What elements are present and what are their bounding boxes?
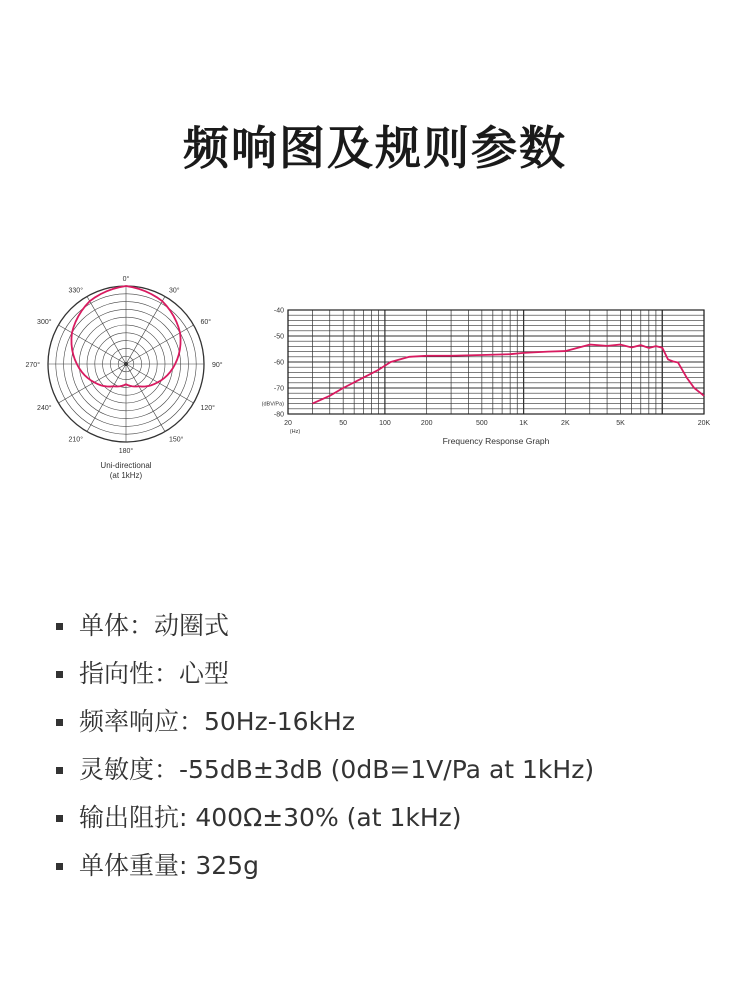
polar-angle-label: 330°	[68, 287, 83, 295]
polar-spoke	[58, 325, 126, 364]
polar-angle-label: 150°	[169, 436, 184, 444]
freq-y-tick-label: -70	[273, 385, 284, 393]
freq-y-tick-label: -80	[273, 411, 284, 419]
freq-chart-title: Frequency Response Graph	[442, 436, 550, 446]
freq-x-tick-label: 200	[420, 420, 433, 427]
freq-y-tick-label: -50	[273, 333, 284, 341]
polar-angle-label: 0°	[122, 276, 130, 283]
polar-angle-label: 30°	[169, 287, 180, 295]
freq-x-axis-unit: (Hz)	[289, 429, 301, 435]
polar-angle-label: 180°	[118, 448, 134, 455]
freq-x-tick-label: 20K	[697, 420, 711, 427]
bullet-icon	[56, 623, 63, 630]
freq-y-tick-label: -60	[273, 359, 284, 367]
spec-list	[56, 602, 594, 890]
polar-spoke	[126, 364, 194, 403]
freq-x-tick-label: 1K	[519, 420, 528, 427]
bullet-icon	[56, 767, 63, 774]
spec-text-weight: 单体重量: 325g	[79, 851, 259, 880]
polar-chart-title: Uni-directional	[100, 461, 152, 470]
bullet-icon	[56, 815, 63, 822]
polar-spoke	[58, 364, 126, 403]
freq-x-tick-label: 2K	[561, 420, 570, 427]
polar-angle-label: 300°	[37, 319, 52, 326]
spec-item-driver	[56, 602, 594, 650]
spec-item-polar-pattern	[56, 650, 594, 698]
polar-angle-label: 90°	[212, 362, 223, 369]
spec-text-driver: 单体：动圈式	[79, 611, 230, 640]
polar-spoke	[126, 325, 194, 364]
spec-text-frequency-response: 频率响应：50Hz-16kHz	[79, 707, 355, 736]
polar-angle-label: 120°	[200, 405, 215, 412]
polar-spoke	[87, 364, 126, 432]
polar-angle-label: 240°	[37, 405, 52, 412]
spec-text-sensitivity: 灵敏度：-55dB±3dB (0dB=1V/Pa at 1kHz)	[79, 755, 595, 784]
spec-text-polar-pattern: 指向性：心型	[79, 659, 230, 688]
frequency-response-chart	[244, 296, 716, 450]
bullet-icon	[56, 719, 63, 726]
bullet-icon	[56, 863, 63, 870]
spec-item-weight	[56, 842, 594, 890]
polar-angle-label: 60°	[200, 319, 212, 326]
polar-angle-label: 270°	[25, 362, 40, 369]
freq-x-tick-label: 100	[379, 420, 391, 427]
freq-x-tick-label: 20	[284, 420, 292, 427]
polar-pattern-chart	[25, 268, 224, 488]
spec-item-impedance	[56, 794, 594, 842]
freq-x-tick-label: 5K	[616, 420, 625, 427]
freq-x-tick-label: 500	[476, 420, 488, 427]
polar-spoke	[126, 296, 165, 364]
spec-text-impedance: 输出阻抗: 400Ω±30% (at 1kHz)	[79, 803, 462, 832]
spec-item-frequency-response	[56, 698, 594, 746]
polar-angle-label: 210°	[68, 436, 83, 444]
polar-spoke	[126, 364, 165, 432]
bullet-icon	[56, 671, 63, 678]
polar-center-point	[124, 362, 128, 366]
page-title: 频响图及规则参数	[183, 121, 567, 175]
freq-x-tick-label: 50	[339, 420, 348, 427]
freq-y-tick-label: -40	[273, 307, 284, 315]
polar-spoke	[87, 296, 126, 364]
polar-chart-subtitle: (at 1kHz)	[109, 471, 143, 480]
spec-item-sensitivity	[56, 746, 594, 794]
freq-y-axis-label: (dBV/Pa)	[261, 401, 284, 408]
